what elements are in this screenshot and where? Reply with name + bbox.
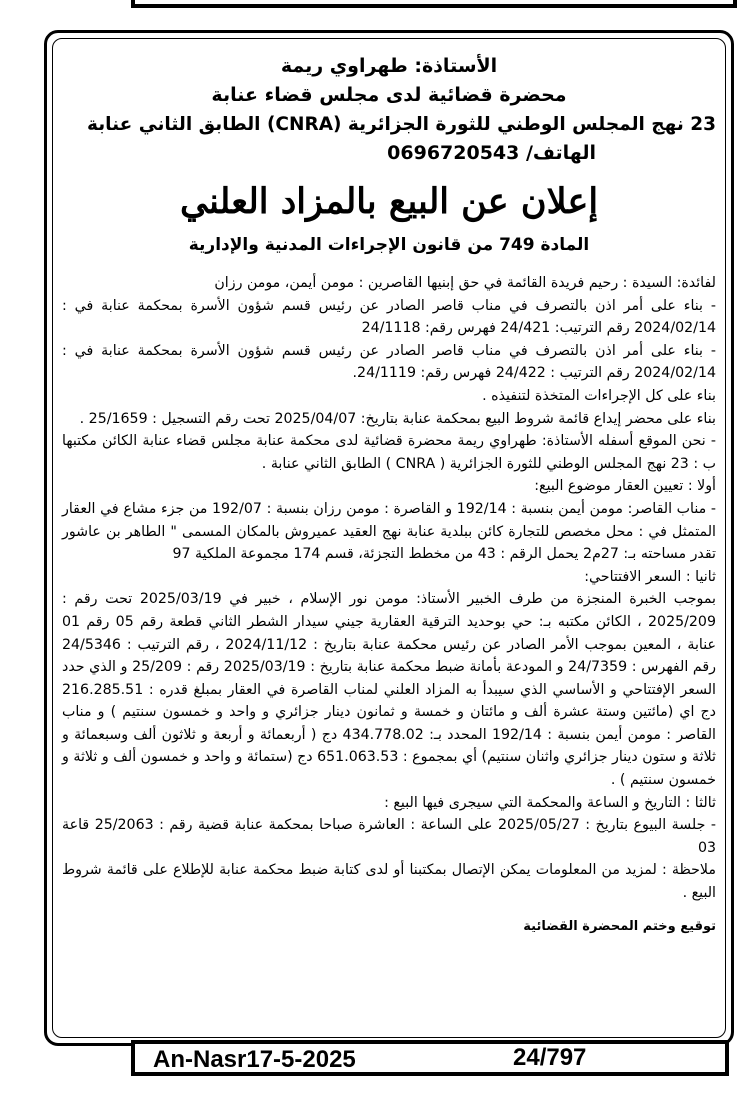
body-paragraph: - مناب القاصر: مومن أيمن بنسبة : 192/14 و القاصرة : مومن رزان بنسبة : 192/07 من جزء مشاع في العقار المتمثل في : محل مخصص للتجارة كائن ببلدية عنابة نهج العقيد عميروش بالمكان المسمى " الطاهر بن عاشور تقدر مساحته بـ: 27م2 يحمل الرقم : 43 من مخطط التجزئة، قسم 174 مجموعة الملكية 97 xyxy=(62,500,716,563)
body-paragraph: ملاحظة : لمزيد من المعلومات يمكن الإتصال بمكتبنا أو لدى كتابة ضبط محكمة عنابة للإطلاع على قائمة شروط البيع . xyxy=(62,862,716,902)
notice-content xyxy=(62,52,716,934)
body-paragraph: - نحن الموقع أسفله الأستاذة: طهراوي ريمة محضرة قضائية لدى محكمة عنابة مجلس قضاء عنابة الكائن مكتبها ب : 23 نهج المجلس الوطني للثورة الجزائرية ( CNRA ) الطابق الثاني عنابة . xyxy=(62,433,716,472)
top-border-bar xyxy=(131,0,737,8)
notice-number: 24/797 xyxy=(513,1044,587,1071)
body-paragraph: بناء على محضر إيداع قائمة شروط البيع بمحكمة عنابة بتاريخ: 2025/04/07 تحت رقم التسجيل : 25/1659 . xyxy=(79,410,716,427)
body-paragraph: بناء على كل الإجراءات المتخذة لتنفيذه . xyxy=(482,387,716,404)
body-paragraph: لفائدة: السيدة : رحيم فريدة القائمة في حق إبنيها القاصرين : مومن أيمن، مومن رزان xyxy=(214,275,716,291)
body-paragraph: أولا : تعيين العقار موضوع البيع: xyxy=(534,478,716,495)
notice-body xyxy=(62,272,716,905)
body-paragraph: - بناء على أمر اذن بالتصرف في مناب قاصر الصادر عن رئيس قسم شؤون الأسرة بمحكمة عنابة في : 2024/02/14 رقم الترتيب: 24/421 فهرس رقم: 24/1118 xyxy=(62,297,716,337)
body-paragraph: - بناء على أمر اذن بالتصرف في مناب قاصر الصادر عن رئيس قسم شؤون الأسرة بمحكمة عنابة في : 2024/02/14 رقم الترتيب : 24/422 فهرس رقم: 24/1119. xyxy=(62,342,716,382)
body-paragraph: ثالثا : التاريخ و الساعة والمحكمة التي سيجرى فيها البيع : xyxy=(384,794,716,811)
body-paragraph: بموجب الخبرة المنجزة من طرف الخبير الأستاذ: مومن نور الإسلام ، خبير في 2025/03/19 تحت رقم : 2025/209 ، الكائن مكتبه بـ: حي بوحديد الترقية العقارية جيني سيدار الشطر الثاني قطعة رقم 05 رقم 01 عنابة ، المعين بموجب الأمر الصادر عن رئيس محكمة عنابة بتاريخ : 2024/11/12 ، رقم الترتيب : 24/5346 رقم الفهرس : 24/7359 و المودعة بأمانة ضبط محكمة عنابة بتاريخ : 2025/03/19 رقم : 25/209 و الذي حدد السعر الإفتتاحي و الأساسي الذي سيبدأ به المزاد العلني لمناب القاصرة في العقار بمبلغ قدره : 216.285.51 دج اي (مائتين وستة عشرة ألف و مائتان و خمسة و ثمانون دينار جزائري و واحد و خمسون سنتيم ) و مناب القاصر : مومن أيمن بنسبة : 192/14 المحدد بـ: 434.778.02 دج ( أربعمائة و أربعة و ثلاثون ألف وسبعمائة و ثلاثة و ستون دينار جزائري واثنان سنتيم) أي بمجموع : 651.063.53 دج (ستمائة و واحد و خمسون ألف و ثلاثة و خمسون سنتيم ) . xyxy=(62,591,717,789)
bailiff-phone: الهاتف/ 0696720543 xyxy=(387,142,596,164)
notice-subtitle: المادة 749 من قانون الإجراءات المدنية والإدارية xyxy=(188,235,590,255)
notice-title: إعلان عن البيع بالمزاد العلني xyxy=(179,181,599,222)
publication-name: An-Nasr17-5-2025 xyxy=(153,1046,356,1073)
bailiff-office: محضرة قضائية لدى مجلس قضاء عنابة xyxy=(211,84,567,106)
publication-footer xyxy=(131,1040,729,1076)
bailiff-address: 23 نهج المجلس الوطني للثورة الجزائرية (CNRA) الطابق الثاني عنابة xyxy=(87,114,716,135)
signature-line: توقيع وختم المحضرة القضائية xyxy=(523,918,716,934)
bailiff-name: الأستاذة: طهراوي ريمة xyxy=(280,55,498,77)
body-paragraph: ثانيا : السعر الافتتاحي: xyxy=(584,568,716,585)
body-paragraph: - جلسة البيوع بتاريخ : 2025/05/27 على الساعة : العاشرة صباحا بمحكمة عنابة قضية رقم : 25/2063 قاعة 03 xyxy=(62,817,717,856)
